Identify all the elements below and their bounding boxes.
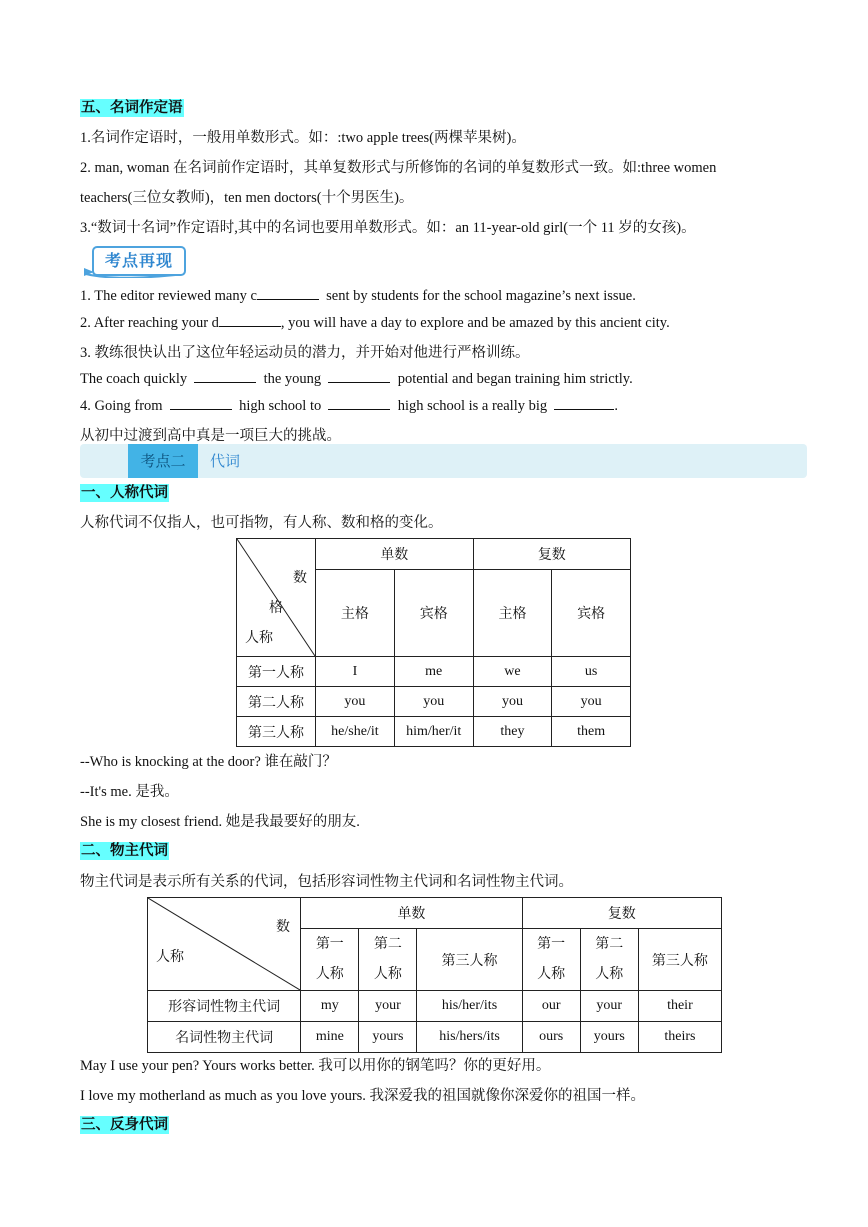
exercise-3: The coach quickly the young potential and began training him strictly. [80, 371, 633, 387]
diag-person-label: 人称 [156, 950, 184, 965]
table-cell: I [316, 657, 395, 687]
table-diagonal-header [237, 539, 316, 657]
answer-blank[interactable] [170, 397, 232, 410]
table-cell: ours [522, 1022, 580, 1053]
table-cell: yours [580, 1022, 638, 1053]
section-heading-reflexive-pronouns: 三、反身代词 [81, 1117, 168, 1133]
header-plural: 复数 [522, 898, 721, 929]
col-header: 主格 [316, 570, 395, 657]
col-header: 宾格 [394, 570, 473, 657]
answer-blank[interactable] [219, 314, 281, 327]
table-cell: his/hers/its [417, 1022, 522, 1053]
table-row [148, 1022, 722, 1053]
possessive-example-2: I love my motherland as much as you love yours. 我深爱我的祖国就像你深爱你的祖国一样。 [80, 1088, 646, 1104]
col-header: 第三人称 [417, 929, 522, 991]
diag-person-label: 人称 [245, 631, 273, 646]
table-cell: he/she/it [316, 717, 395, 747]
row-label: 名词性物主代词 [148, 1022, 301, 1053]
table-cell: we [473, 657, 552, 687]
section-heading-possessive-pronouns: 二、物主代词 [81, 843, 168, 859]
col-header: 第一 人称 [301, 929, 359, 991]
badge-label: 考点再现 [92, 246, 186, 276]
table-cell: theirs [638, 1022, 721, 1053]
header-plural: 复数 [473, 539, 630, 570]
exercise-4-translation: 从初中过渡到高中真是一项巨大的挑战。 [80, 428, 341, 444]
table-cell: their [638, 991, 721, 1022]
table-diagonal-header [148, 898, 301, 991]
answer-blank[interactable] [328, 397, 390, 410]
col-header: 第二 人称 [359, 929, 417, 991]
table-row [237, 687, 631, 717]
table-row [237, 657, 631, 687]
example-1: --Who is knocking at the door? 谁在敲门？ [80, 754, 337, 770]
section-heading-personal-pronouns: 一、人称代词 [81, 485, 168, 501]
topic-tab: 考点二 [128, 444, 198, 478]
table-cell: him/her/it [394, 717, 473, 747]
rule-line-3: 3.“数词十名词”作定语时,其中的名词也要用单数形式。如：an 11-year-old girl(一个 11 岁的女孩)。 [80, 220, 696, 236]
answer-blank[interactable] [328, 370, 390, 383]
possessive-pronoun-table [147, 897, 722, 1053]
table-cell: his/her/its [417, 991, 522, 1022]
exercise-3-prompt: 3. 教练很快认出了这位年轻运动员的潜力，并开始对他进行严格训练。 [80, 345, 530, 361]
answer-blank[interactable] [257, 287, 319, 300]
diag-case-label: 格 [269, 601, 283, 616]
table-cell: our [522, 991, 580, 1022]
header-singular: 单数 [316, 539, 474, 570]
table-row [148, 991, 722, 1022]
col-header: 第一 人称 [522, 929, 580, 991]
col-header: 第三人称 [638, 929, 721, 991]
table-cell: you [473, 687, 552, 717]
table-cell: me [394, 657, 473, 687]
exam-review-badge [80, 244, 190, 278]
rule-line-2a: 2. man, woman 在名词前作定语时，其单复数形式与所修饰的名词的单复数形式一致。如:three women [80, 160, 717, 176]
col-header: 第二 人称 [580, 929, 638, 991]
personal-intro: 人称代词不仅指人，也可指物，有人称、数和格的变化。 [80, 515, 443, 531]
col-header: 主格 [473, 570, 552, 657]
exercise-2: 2. After reaching your d , you will have a day to explore and be amazed by this ancient city. [80, 315, 670, 331]
table-cell: them [552, 717, 631, 747]
table-cell: us [552, 657, 631, 687]
topic-section-bar [80, 444, 807, 478]
header-singular: 单数 [301, 898, 522, 929]
table-cell: yours [359, 1022, 417, 1053]
row-label: 形容词性物主代词 [148, 991, 301, 1022]
section-heading-noun-attributive: 五、名词作定语 [81, 100, 183, 116]
row-label: 第一人称 [237, 657, 316, 687]
personal-pronoun-table [236, 538, 631, 747]
table-cell: you [394, 687, 473, 717]
topic-title: 代词 [210, 452, 241, 470]
answer-blank[interactable] [554, 397, 614, 410]
table-cell: your [580, 991, 638, 1022]
rule-line-1: 1.名词作定语时，一般用单数形式。如：:two apple trees(两棵苹果树)。 [80, 130, 526, 146]
row-label: 第三人称 [237, 717, 316, 747]
diag-number-label: 数 [293, 571, 307, 586]
exercise-1: 1. The editor reviewed many c sent by students for the school magazine’s next issue. [80, 288, 636, 304]
table-cell: they [473, 717, 552, 747]
table-cell: mine [301, 1022, 359, 1053]
possessive-example-1: May I use your pen? Yours works better. 我可以用你的钢笔吗？你的更好用。 [80, 1058, 551, 1074]
table-cell: you [552, 687, 631, 717]
example-2: --It's me. 是我。 [80, 784, 179, 800]
exercise-4: 4. Going from high school to high school is a really big . [80, 398, 619, 414]
possessive-intro: 物主代词是表示所有关系的代词，包括形容词性物主代词和名词性物主代词。 [80, 874, 573, 890]
table-cell: your [359, 991, 417, 1022]
table-row [237, 717, 631, 747]
row-label: 第二人称 [237, 687, 316, 717]
rule-line-2b: teachers(三位女教师)，ten men doctors(十个男医生)。 [80, 190, 414, 206]
table-cell: you [316, 687, 395, 717]
col-header: 宾格 [552, 570, 631, 657]
table-cell: my [301, 991, 359, 1022]
answer-blank[interactable] [194, 370, 256, 383]
example-3: She is my closest friend. 她是我最要好的朋友. [80, 814, 360, 830]
diag-number-label: 数 [276, 920, 290, 935]
